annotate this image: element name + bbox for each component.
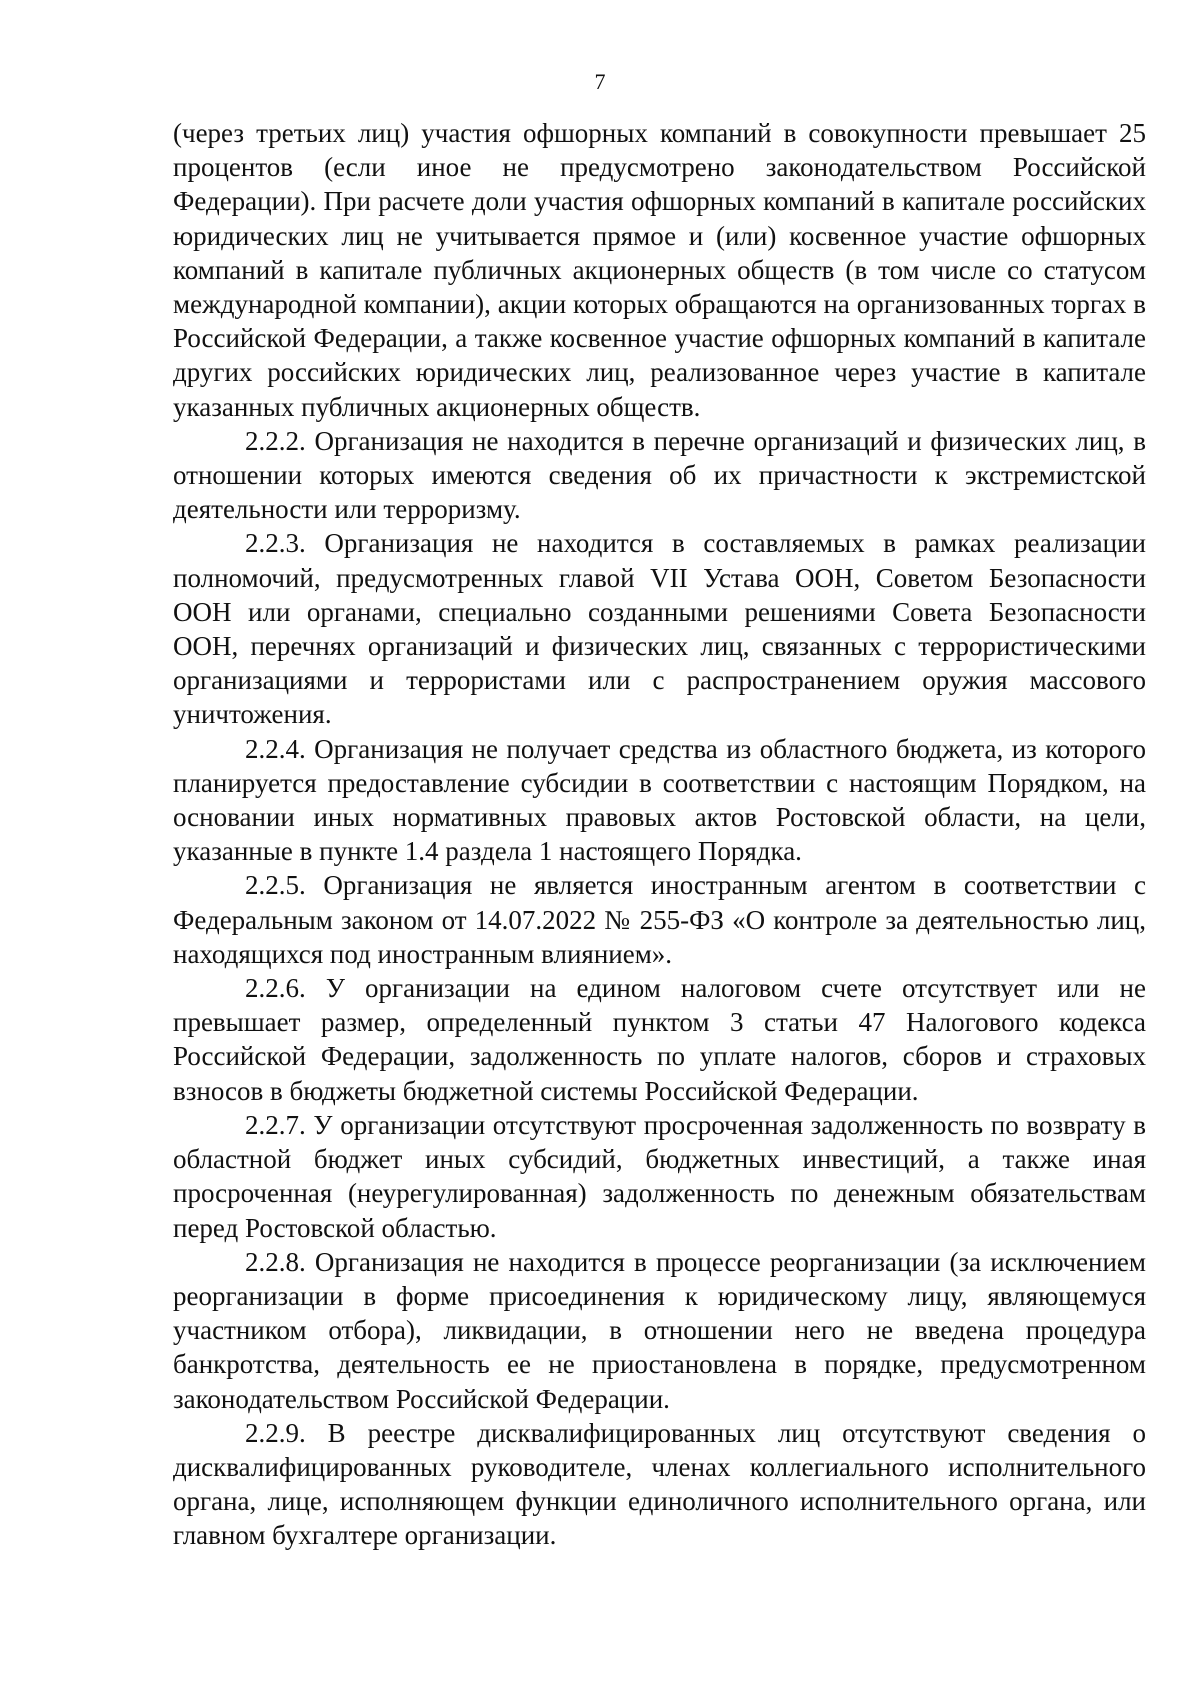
paragraph-2-2-4: 2.2.4. Организация не получает средства из областного бюджета, из которого планируется предоставление субсидии в соответствии с настоящим Порядком, на основании иных нормативных правовых актов Ростовской области, на цели, указанные в пункте 1.4 раздела 1 настоящего Порядка. bbox=[173, 733, 1146, 867]
paragraph-continuation: (через третьих лиц) участия офшорных компаний в совокупности превышает 25 процентов (если иное не предусмотрено законодательством Российской Федерации). При расчете доли участия офшорных компаний в капитале российских юридических лиц не учитывается прямое и (или) косвенное участие офшорных компаний в капитале публичных акционерных обществ (в том числе со статусом международной компании), акции которых обращаются на организованных торгах в Российской Федерации, а также косвенное участие офшорных компаний в капитале других российских юридических лиц, реализованное через участие в капитале указанных публичных акционерных обществ. bbox=[173, 118, 1146, 422]
paragraph-2-2-6: 2.2.6. У организации на едином налоговом счете отсутствует или не превышает размер, определенный пунктом 3 статьи 47 Налогового кодекса Российской Федерации, задолженность по уплате налогов, сборов и страховых взносов в бюджеты бюджетной системы Российской Федерации. bbox=[173, 973, 1146, 1106]
document-body bbox=[173, 116, 1146, 1553]
paragraph-2-2-7: 2.2.7. У организации отсутствуют просроченная задолженность по возврату в областной бюджет иных субсидий, бюджетных инвестиций, а также иная просроченная (неурегулированная) задолженность по денежным обязательствам перед Ростовской областью. bbox=[173, 1109, 1146, 1243]
paragraph-2-2-5: 2.2.5. Организация не является иностранным агентом в соответствии с Федеральным законом от 14.07.2022 № 255-ФЗ «О контроле за деятельностью лиц, находящихся под иностранным влиянием». bbox=[173, 870, 1146, 969]
paragraph-2-2-3: 2.2.3. Организация не находится в составляемых в рамках реализации полномочий, предусмотренных главой VII Устава ООН, Советом Безопасности ООН или органами, специально созданными решениями Совета Безопасности ООН, перечнях организаций и физических лиц, связанных с террористическими организациями и террористами или с распространением оружия массового уничтожения. bbox=[173, 528, 1146, 730]
paragraph-2-2-9: 2.2.9. В реестре дисквалифицированных лиц отсутствуют сведения о дисквалифицированных руководителе, членах коллегиального исполнительного органа, лице, исполняющем функции единоличного исполнительного органа, или главном бухгалтере организации. bbox=[173, 1417, 1146, 1551]
paragraph-2-2-8: 2.2.8. Организация не находится в процессе реорганизации (за исключением реорганизации в форме присоединения к юридическому лицу, являющемуся участником отбора), ликвидации, в отношении него не введена процедура банкротства, деятельность ее не приостановлена в порядке, предусмотренном законодательством Российской Федерации. bbox=[173, 1246, 1146, 1414]
paragraph-2-2-2: 2.2.2. Организация не находится в перечне организаций и физических лиц, в отношении которых имеются сведения об их причастности к экстремистской деятельности или терроризму. bbox=[173, 425, 1146, 525]
page-number: 7 bbox=[594, 69, 606, 94]
